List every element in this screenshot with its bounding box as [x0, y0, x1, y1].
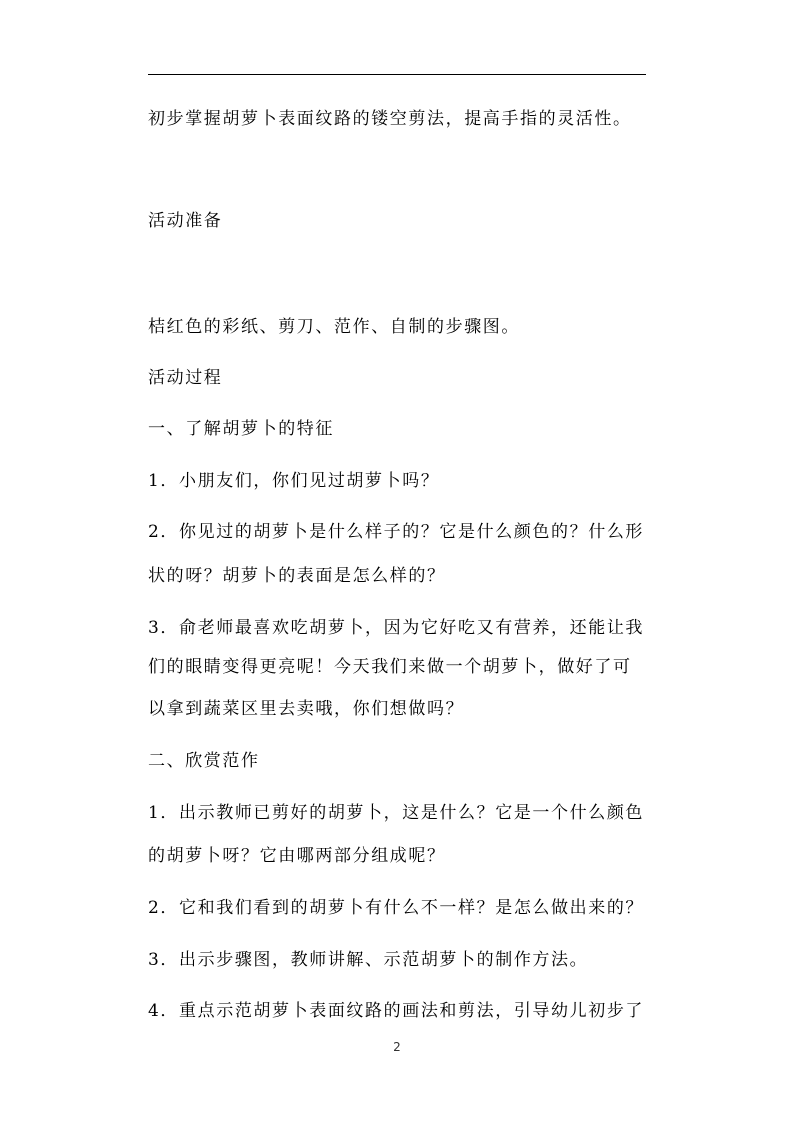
body-line: 2．它和我们看到的胡萝卜有什么不一样？是怎么做出来的？ [148, 898, 645, 918]
body-line: 们的眼睛变得更亮呢！今天我们来做一个胡萝卜，做好了可 [148, 657, 632, 677]
body-line: 1．出示教师已剪好的胡萝卜，这是什么？它是一个什么颜色 [148, 803, 645, 823]
header-rule [148, 74, 646, 75]
body-line: 3．出示步骤图，教师讲解、示范胡萝卜的制作方法。 [148, 950, 589, 970]
body-line: 3．俞老师最喜欢吃胡萝卜，因为它好吃又有营养，还能让我 [148, 618, 645, 638]
body-line: 桔红色的彩纸、剪刀、范作、自制的步骤图。 [148, 317, 520, 337]
body-line: 的胡萝卜呀？它由哪两部分组成呢？ [148, 846, 446, 866]
body-line: 2．你见过的胡萝卜是什么样子的？它是什么颜色的？什么形 [148, 522, 645, 542]
body-line: 初步掌握胡萝卜表面纹路的镂空剪法，提高手指的灵活性。 [148, 109, 632, 129]
subsection-heading: 二、欣赏范作 [148, 751, 260, 771]
page-number: 2 [393, 1040, 401, 1054]
body-line: 1．小朋友们，你们见过胡萝卜吗？ [148, 471, 440, 491]
body-line: 4．重点示范胡萝卜表面纹路的画法和剪法，引导幼儿初步了 [148, 1001, 645, 1021]
section-heading-preparation: 活动准备 [148, 211, 223, 231]
body-line: 以拿到蔬菜区里去卖哦，你们想做吗？ [148, 699, 465, 719]
section-heading-process: 活动过程 [148, 368, 223, 388]
subsection-heading: 一、了解胡萝卜的特征 [148, 419, 334, 439]
body-line: 状的呀？胡萝卜的表面是怎么样的？ [148, 566, 446, 586]
